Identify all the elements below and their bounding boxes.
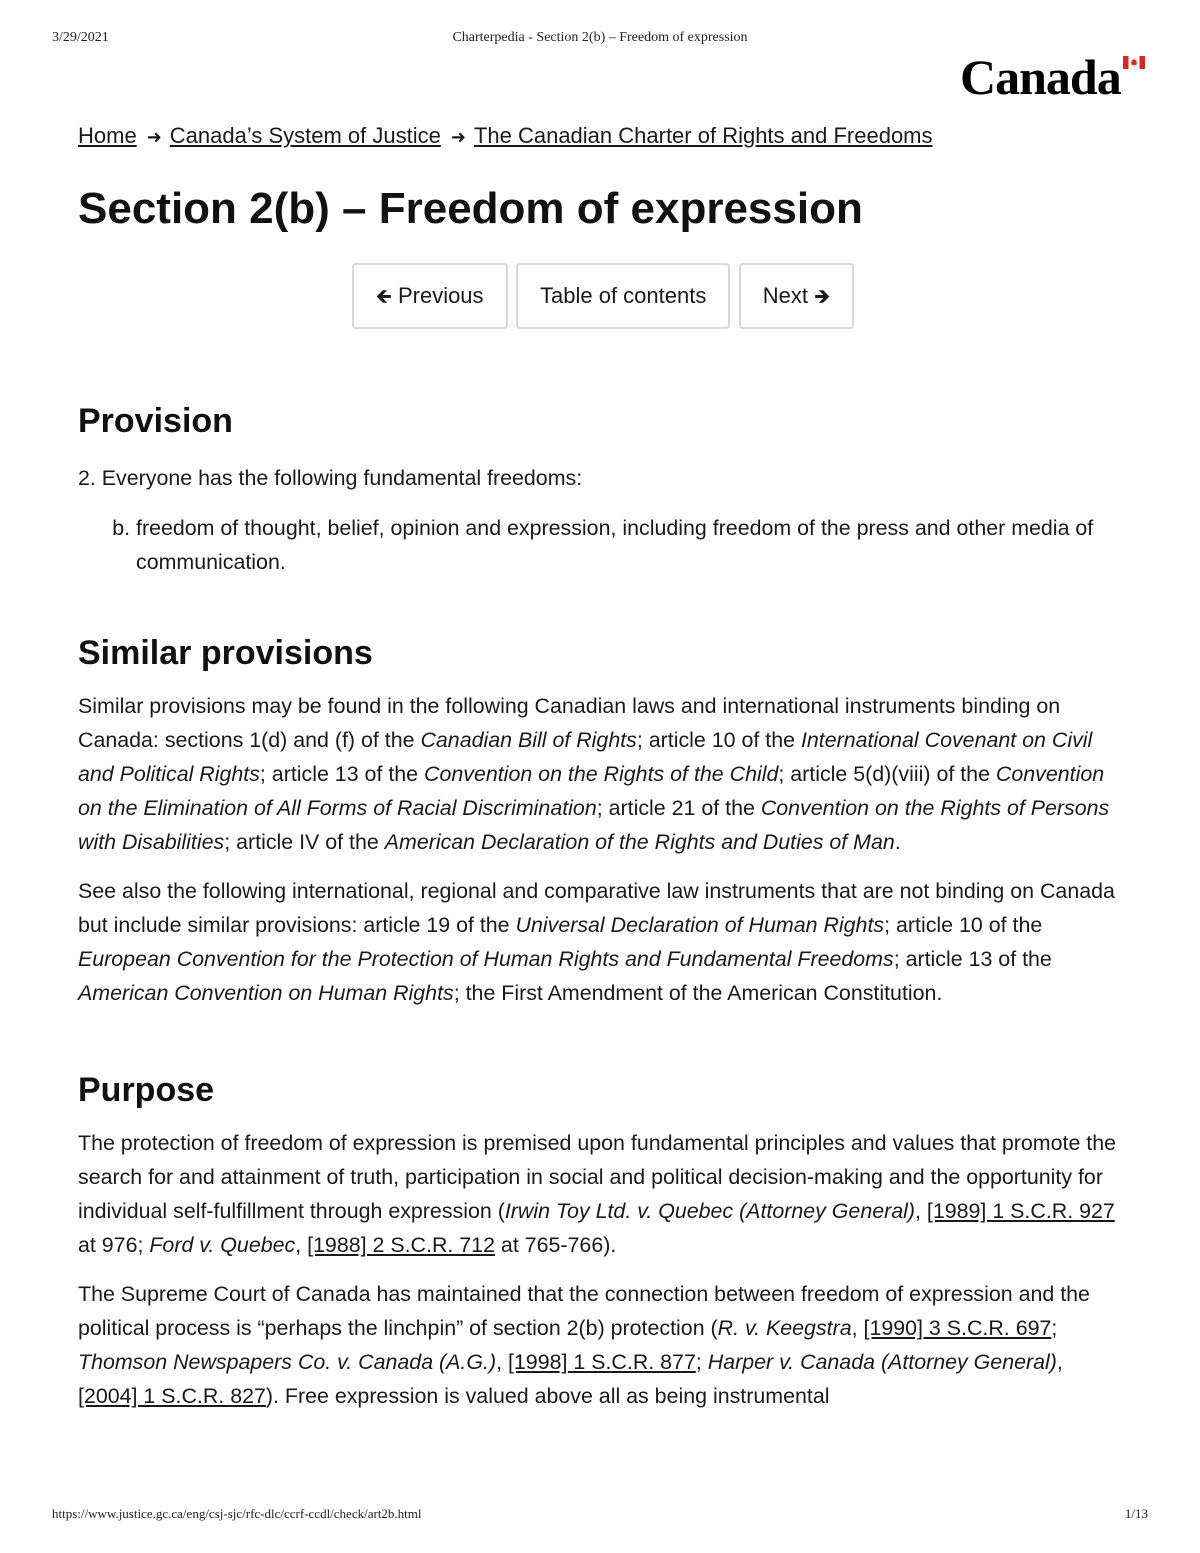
- breadcrumb: [78, 118, 1128, 155]
- breadcrumb-system-of-justice[interactable]: Canada’s System of Justice: [169, 123, 441, 148]
- provision-list: [78, 511, 1128, 579]
- similar-paragraph-2: See also the following international, regional and comparative law instruments that are not binding on Canada but include similar provisions: article 19 of the Universal Declaration of Human Rights; article 10 of the European Convention for the Protection of Human Rights and Fundamental Freedoms; article 13 of the American Convention on Human Rights; the First Amendment of the American Constitution.: [78, 879, 1115, 1005]
- canada-flag-icon: [1123, 56, 1145, 69]
- breadcrumb-arrow-icon: ➜: [146, 127, 162, 147]
- main-content: [78, 118, 1128, 1413]
- purpose-heading: Purpose: [78, 1071, 215, 1109]
- print-title: Charterpedia - Section 2(b) – Freedom of expression: [452, 30, 748, 45]
- print-header: [0, 30, 1200, 50]
- case-citation-link[interactable]: [1989] 1 S.C.R. 927: [926, 1199, 1115, 1223]
- next-button[interactable]: [739, 263, 855, 329]
- similar-paragraph-1: Similar provisions may be found in the following Canadian laws and international instruments binding on Canada: sections 1(d) and (f) of the Canadian Bill of Rights; article 10 of the International Covenant on Civil and Political Rights; article 13 of the Convention on the Rights of the Child; article 5(d)(viii) of the Convention on the Elimination of All Forms of Racial Discrimination; article 21 of the Convention on the Rights of Persons with Disabilities; article IV of the American Declaration of the Rights and Duties of Man.: [78, 694, 1110, 854]
- arrow-left-icon: 🡸: [375, 286, 392, 308]
- breadcrumb-charter[interactable]: The Canadian Charter of Rights and Freedoms: [473, 123, 933, 148]
- table-of-contents-button[interactable]: [516, 263, 730, 329]
- provision-heading: Provision: [78, 402, 233, 440]
- case-citation-link[interactable]: [2004] 1 S.C.R. 827: [78, 1384, 266, 1408]
- canada-wordmark-logo: [960, 49, 1150, 105]
- breadcrumb-arrow-icon: ➜: [450, 127, 466, 147]
- similar-provisions-heading: Similar provisions: [78, 634, 373, 672]
- purpose-paragraph-2: The Supreme Court of Canada has maintained that the connection between freedom of expression and the political process is “perhaps the linchpin” of section 2(b) protection (R. v. Keegstra, [1990] 3 S.C.R. 697; Thomson Newspapers Co. v. Canada (A.G.), [1998] 1 S.C.R. 877; Harper v. Canada (Attorney General), [2004] 1 S.C.R. 827). Free expression is valued above all as being instrumental: [78, 1282, 1090, 1408]
- arrow-right-icon: 🡺: [814, 286, 831, 308]
- print-url: https://www.justice.gc.ca/eng/csj-sjc/rfc-dlc/ccrf-ccdl/check/art2b.html: [52, 1506, 422, 1521]
- case-citation-link[interactable]: [1990] 3 S.C.R. 697: [863, 1316, 1052, 1340]
- print-footer: [0, 1506, 1200, 1526]
- case-citation-link[interactable]: [1998] 1 S.C.R. 877: [507, 1350, 696, 1374]
- breadcrumb-home[interactable]: Home: [78, 123, 137, 148]
- page-title: Section 2(b) – Freedom of expression: [78, 184, 863, 233]
- next-label: Next: [762, 283, 809, 308]
- toc-label: Table of contents: [540, 283, 707, 308]
- print-page-number: 1/13: [1124, 1506, 1148, 1521]
- previous-button[interactable]: [352, 263, 508, 329]
- wordmark-text: Canada: [960, 49, 1121, 105]
- pager-nav: [78, 263, 1128, 331]
- provision-intro: 2. Everyone has the following fundamental freedoms:: [78, 466, 583, 490]
- provision-item-b: b. freedom of thought, belief, opinion and expression, including freedom of the press and other media of communication.: [136, 511, 1128, 579]
- purpose-paragraph-1: The protection of freedom of expression is premised upon fundamental principles and values that promote the search for and attainment of truth, participation in social and political decision-making and the opportunity for individual self-fulfillment through expression (Irwin Toy Ltd. v. Quebec (Attorney General), [1989] 1 S.C.R. 927 at 976; Ford v. Quebec, [1988] 2 S.C.R. 712 at 765-766).: [78, 1131, 1117, 1257]
- previous-label: Previous: [397, 283, 484, 308]
- print-date: 3/29/2021: [52, 30, 109, 45]
- case-citation-link[interactable]: [1988] 2 S.C.R. 712: [307, 1233, 495, 1257]
